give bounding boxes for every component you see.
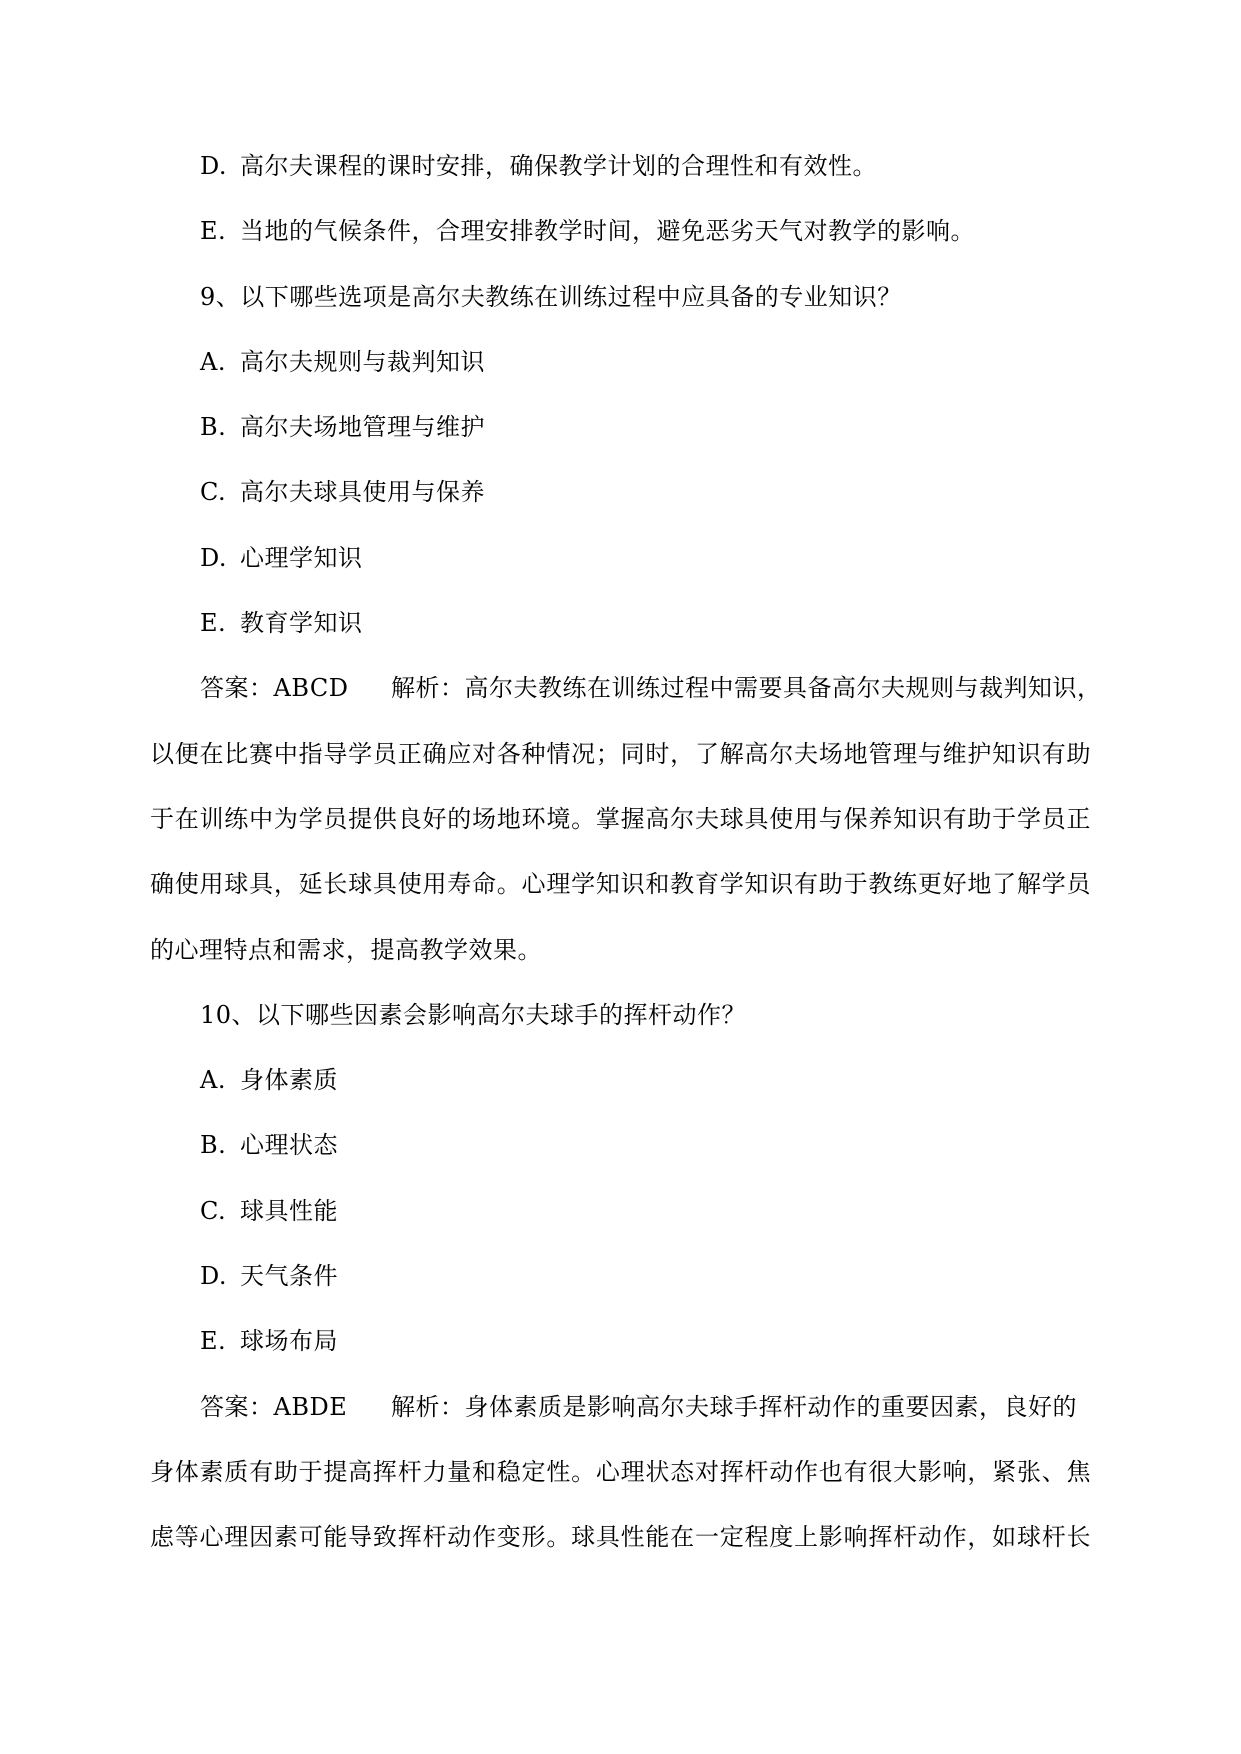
analysis-line: 的心理特点和需求，提高教学效果。	[150, 935, 542, 964]
option-text: 心理状态	[240, 1131, 338, 1160]
document-body	[150, 134, 1102, 1571]
analysis-line: 于在训练中为学员提供良好的场地环境。掌握高尔夫球具使用与保养知识有助于学员正	[150, 804, 1091, 833]
option-text: 高尔夫课程的课时安排，确保教学计划的合理性和有效性。	[240, 152, 877, 180]
answer-line	[150, 1375, 1091, 1440]
option-text: 球具性能	[240, 1196, 338, 1225]
question-title: 9、以下哪些选项是高尔夫教练在训练过程中应具备的专业知识？	[200, 282, 902, 311]
option-label: E.	[200, 217, 227, 246]
option-line	[150, 1244, 1091, 1309]
option-label: D.	[200, 152, 228, 180]
option-line	[150, 1048, 1091, 1113]
option-label: E.	[200, 1327, 227, 1356]
answer-line	[150, 656, 1102, 721]
analysis-text: 解析：高尔夫教练在训练过程中需要具备高尔夫规则与裁判知识，	[391, 674, 1102, 703]
option-text: 高尔夫球具使用与保养	[240, 478, 485, 507]
option-label: E.	[200, 609, 227, 638]
option-line	[150, 1113, 1091, 1178]
option-line	[150, 134, 1091, 199]
option-label: A.	[200, 347, 226, 376]
option-text: 身体素质	[240, 1066, 338, 1095]
option-line	[150, 1179, 1091, 1244]
option-line	[150, 460, 1091, 525]
option-label: C.	[200, 1196, 227, 1225]
option-label: A.	[200, 1066, 226, 1095]
option-label: B.	[200, 1131, 227, 1160]
option-text: 天气条件	[240, 1262, 338, 1291]
analysis-line: 确使用球具，延长球具使用寿命。心理学知识和教育学知识有助于教练更好地了解学员	[150, 870, 1091, 899]
option-line	[150, 395, 1091, 460]
option-label: B.	[200, 413, 227, 442]
option-line	[150, 591, 1091, 656]
option-text: 球场布局	[240, 1327, 338, 1356]
option-text: 教育学知识	[240, 609, 363, 638]
option-line	[150, 526, 1091, 591]
answer-text: 答案：ABDE	[200, 1392, 348, 1421]
analysis-line: 虑等心理因素可能导致挥杆动作变形。球具性能在一定程度上影响挥杆动作，如球杆长	[150, 1523, 1091, 1552]
answer-text: 答案：ABCD	[200, 674, 349, 703]
option-line	[150, 1309, 1091, 1374]
option-text: 心理学知识	[240, 543, 363, 572]
question-title: 10、以下哪些因素会影响高尔夫球手的挥杆动作？	[200, 1000, 747, 1029]
analysis-line: 以便在比赛中指导学员正确应对各种情况；同时，了解高尔夫场地管理与维护知识有助	[150, 739, 1091, 768]
option-label: D.	[200, 1262, 228, 1291]
option-label: C.	[200, 478, 227, 507]
option-text: 高尔夫规则与裁判知识	[240, 347, 485, 376]
analysis-text: 解析：身体素质是影响高尔夫球手挥杆动作的重要因素，良好的	[391, 1392, 1077, 1421]
option-label: D.	[200, 543, 228, 572]
option-line	[150, 330, 1091, 395]
option-line	[150, 199, 1091, 264]
option-text: 当地的气候条件，合理安排教学时间，避免恶劣天气对教学的影响。	[240, 217, 975, 246]
analysis-line: 身体素质有助于提高挥杆力量和稳定性。心理状态对挥杆动作也有很大影响，紧张、焦	[150, 1457, 1091, 1486]
option-text: 高尔夫场地管理与维护	[240, 413, 485, 442]
